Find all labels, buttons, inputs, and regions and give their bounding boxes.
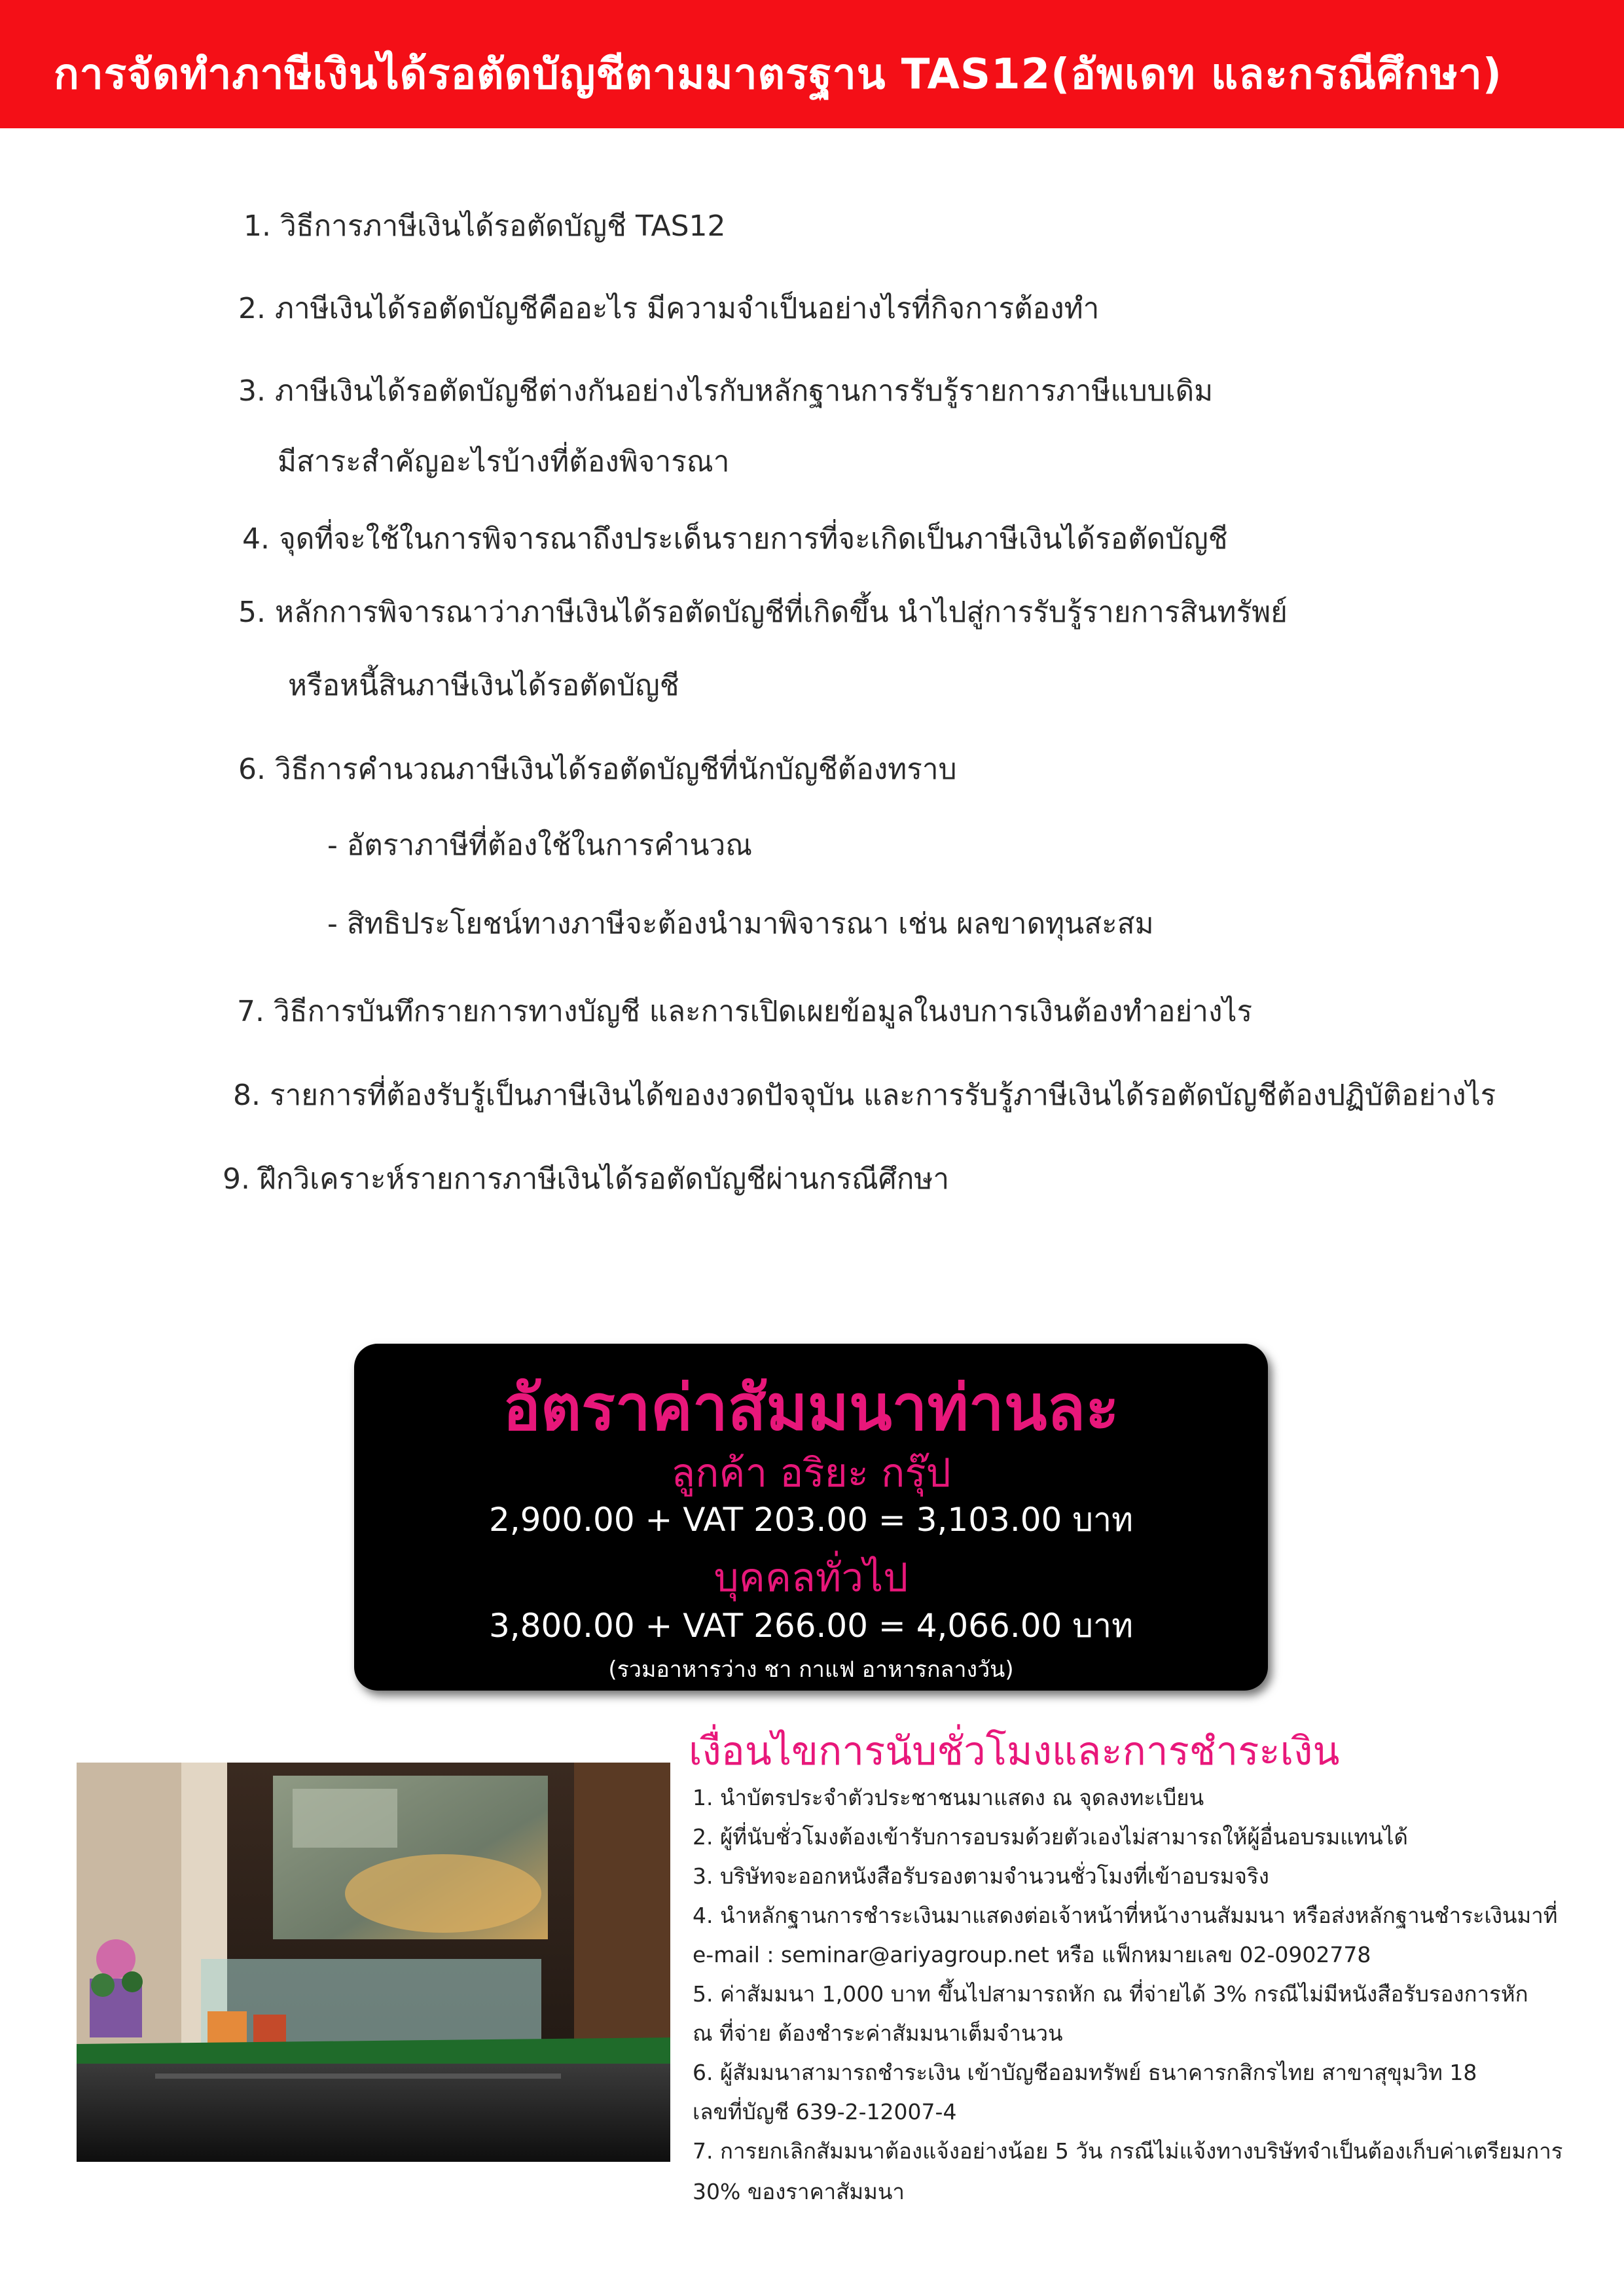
- condition-line: e-mail : seminar@ariyagroup.net หรือ แฟ็กหมายเลข 02-0902778: [693, 1942, 1371, 1967]
- topic-item: 2. ภาษีเงินได้รอตัดบัญชีคืออะไร มีความจำเป็นอย่างไรที่กิจการต้องทำ: [238, 292, 1100, 325]
- condition-line: 1. นำบัตรประจำตัวประชาชนมาแสดง ณ จุดลงทะเบียน: [693, 1785, 1204, 1810]
- condition-line: 5. ค่าสัมมนา 1,000 บาท ขึ้นไปสามารถหัก ณ ที่จ่ายได้ 3% กรณีไม่มีหนังสือรับรองการหัก: [693, 1981, 1528, 2007]
- pricing-price-ariya: 2,900.00 + VAT 203.00 = 3,103.00 บาท: [488, 1501, 1134, 1539]
- condition-line: 6. ผู้สัมมนาสามารถชำระเงิน เข้าบัญชีออมทรัพย์ ธนาคารกสิกรไทย สาขาสุขุมวิท 18: [693, 2060, 1477, 2085]
- topic-item: 1. วิธีการภาษีเงินได้รอตัดบัญชี TAS12: [244, 209, 726, 243]
- pricing-box: [354, 1344, 1268, 1691]
- pricing-group-general: บุคคลทั่วไป: [713, 1555, 909, 1601]
- pricing-price-general: 3,800.00 + VAT 266.00 = 4,066.00 บาท: [488, 1607, 1134, 1645]
- topic-item-continued: มีสาระสำคัญอะไรบ้างที่ต้องพิจารณา: [278, 445, 730, 478]
- condition-line: 3. บริษัทจะออกหนังสือรับรองตามจำนวนชั่วโมงที่เข้าอบรมจริง: [693, 1863, 1269, 1889]
- topic-subitem: - อัตราภาษีที่ต้องใช้ในการคำนวณ: [327, 829, 753, 862]
- topic-item: 3. ภาษีเงินได้รอตัดบัญชีต่างกันอย่างไรกับหลักฐานการรับรู้รายการภาษีแบบเดิม: [238, 374, 1214, 408]
- condition-line: 30% ของราคาสัมมนา: [693, 2179, 905, 2204]
- header-banner: [0, 0, 1624, 128]
- condition-line: ณ ที่จ่าย ต้องชำระค่าสัมมนาเต็มจำนวน: [693, 2020, 1063, 2046]
- condition-line: 4. นำหลักฐานการชำระเงินมาแสดงต่อเจ้าหน้าที่หน้างานสัมมนา หรือส่งหลักฐานชำระเงินมาที่: [693, 1903, 1558, 1928]
- page-title: การจัดทำภาษีเงินได้รอตัดบัญชีตามมาตรฐาน TAS12(อัพเดท และกรณีศึกษา): [54, 50, 1502, 99]
- pricing-note: (รวมอาหารว่าง ชา กาแฟ อาหารกลางวัน): [608, 1657, 1014, 1683]
- condition-line: 7. การยกเลิกสัมมนาต้องแจ้งอย่างน้อย 5 วัน กรณีไม่แจ้งทางบริษัทจำเป็นต้องเก็บค่าเตรียมการ: [693, 2138, 1563, 2164]
- office-reception-photo: [77, 1763, 670, 2162]
- topic-item: 5. หลักการพิจารณาว่าภาษีเงินได้รอตัดบัญชีที่เกิดขึ้น นำไปสู่การรับรู้รายการสินทรัพย์: [238, 596, 1288, 629]
- condition-line: เลขที่บัญชี 639-2-12007-4: [693, 2099, 957, 2125]
- conditions-title: เงื่อนไขการนับชั่วโมงและการชำระเงิน: [689, 1729, 1340, 1774]
- topic-item: 8. รายการที่ต้องรับรู้เป็นภาษีเงินได้ของงวดปัจจุบัน และการรับรู้ภาษีเงินได้รอตัดบัญชีต้องปฏิบัติอย่างไร: [233, 1079, 1496, 1112]
- condition-line: 2. ผู้ที่นับชั่วโมงต้องเข้ารับการอบรมด้วยตัวเองไม่สามารถให้ผู้อื่นอบรมแทนได้: [693, 1824, 1408, 1850]
- topic-item: 6. วิธีการคำนวณภาษีเงินได้รอตัดบัญชีที่นักบัญชีต้องทราบ: [238, 753, 957, 786]
- pricing-title: อัตราค่าสัมมนาท่านละ: [503, 1371, 1119, 1444]
- topic-item: 4. จุดที่จะใช้ในการพิจารณาถึงประเด็นรายการที่จะเกิดเป็นภาษีเงินได้รอตัดบัญชี: [242, 522, 1228, 556]
- topic-item-continued: หรือหนี้สินภาษีเงินได้รอตัดบัญชี: [288, 669, 679, 702]
- pricing-group-ariya: ลูกค้า อริยะ กรุ๊ป: [671, 1450, 951, 1496]
- topic-subitem: - สิทธิประโยชน์ทางภาษีจะต้องนำมาพิจารณา เช่น ผลขาดทุนสะสม: [327, 907, 1154, 941]
- topic-item: 7. วิธีการบันทึกรายการทางบัญชี และการเปิดเผยข้อมูลในงบการเงินต้องทำอย่างไร: [237, 995, 1253, 1028]
- topic-item: 9. ฝึกวิเคราะห์รายการภาษีเงินได้รอตัดบัญชีผ่านกรณีศึกษา: [223, 1162, 950, 1196]
